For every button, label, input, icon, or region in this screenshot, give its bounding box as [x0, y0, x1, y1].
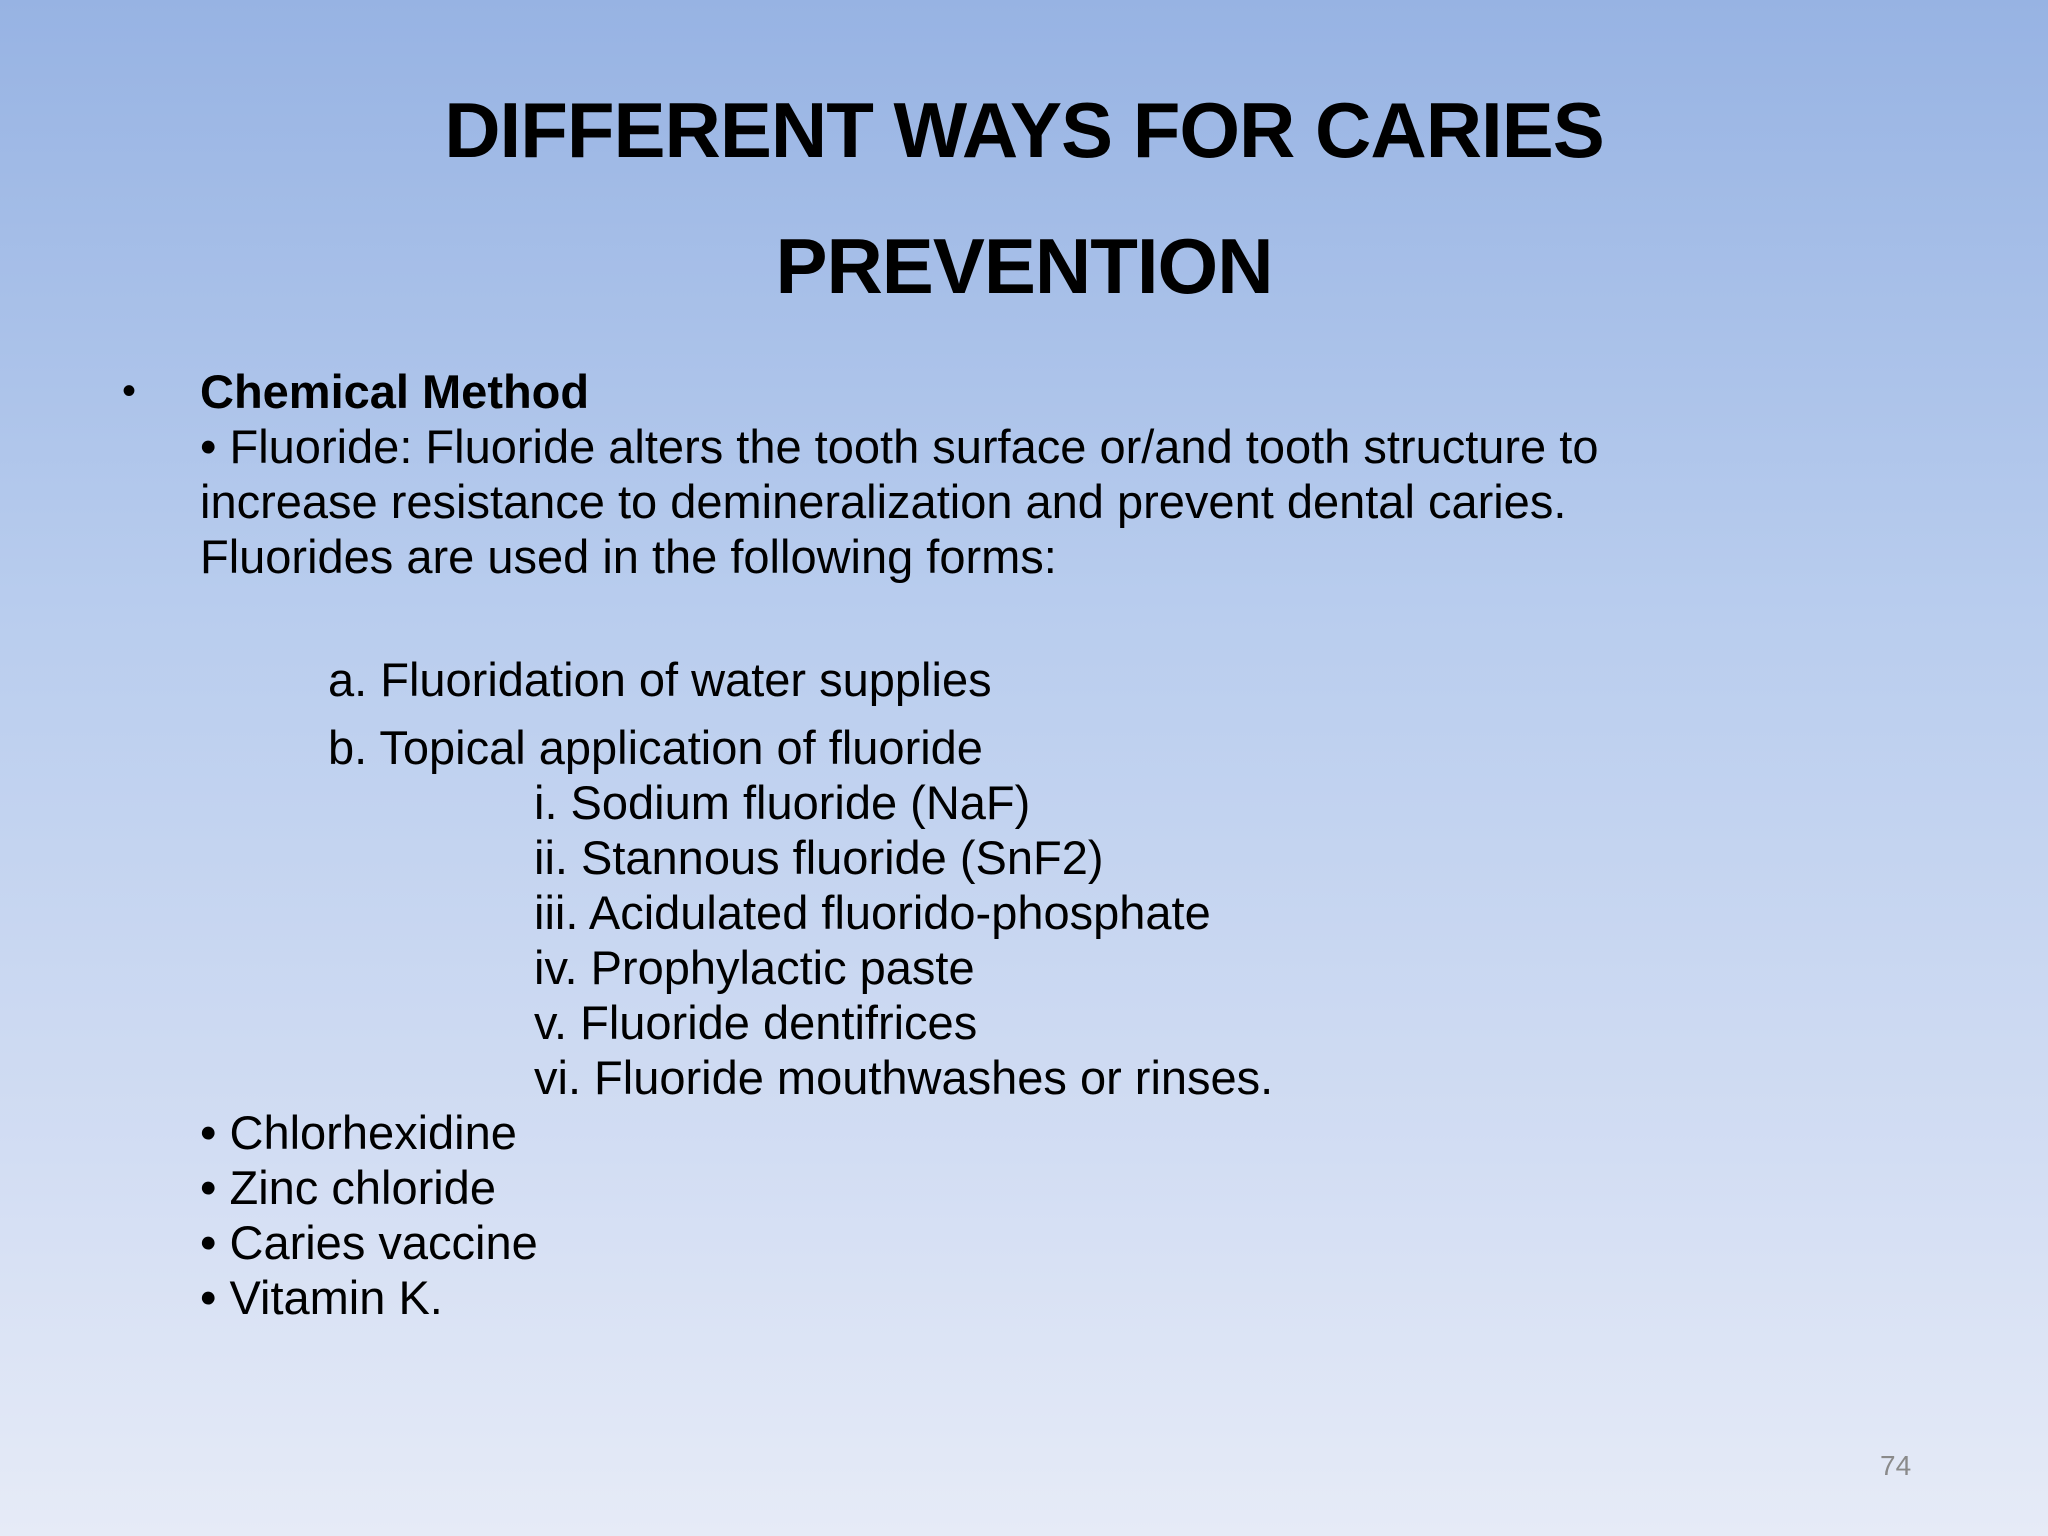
section-heading: Chemical Method: [200, 365, 590, 418]
topical-item: vi. Fluoride mouthwashes or rinses.: [534, 1051, 1274, 1104]
agent-item: • Chlorhexidine: [200, 1106, 517, 1159]
agent-item: • Vitamin K.: [200, 1271, 443, 1324]
bullet-icon: •: [122, 369, 137, 413]
topical-item: i. Sodium fluoride (NaF): [534, 776, 1031, 829]
agent-item: • Caries vaccine: [200, 1216, 538, 1269]
topical-item: iii. Acidulated fluorido-phosphate: [534, 886, 1211, 939]
page-number: 74: [1880, 1450, 1912, 1481]
topical-item: v. Fluoride dentifrices: [534, 996, 978, 1049]
form-item: b. Topical application of fluoride: [328, 721, 983, 774]
intro-line: • Fluoride: Fluoride alters the tooth surface or/and tooth structure to: [200, 420, 1599, 473]
topical-item: iv. Prophylactic paste: [534, 941, 975, 994]
intro-line: increase resistance to demineralization and prevent dental caries.: [200, 475, 1567, 528]
form-item: a. Fluoridation of water supplies: [328, 653, 992, 706]
slide-title-line-1: DIFFERENT WAYS FOR CARIES: [444, 86, 1604, 174]
topical-item: ii. Stannous fluoride (SnF2): [534, 831, 1104, 884]
slide-title-line-2: PREVENTION: [775, 222, 1273, 310]
intro-line: Fluorides are used in the following forms:: [200, 530, 1057, 583]
agent-item: • Zinc chloride: [200, 1161, 496, 1214]
